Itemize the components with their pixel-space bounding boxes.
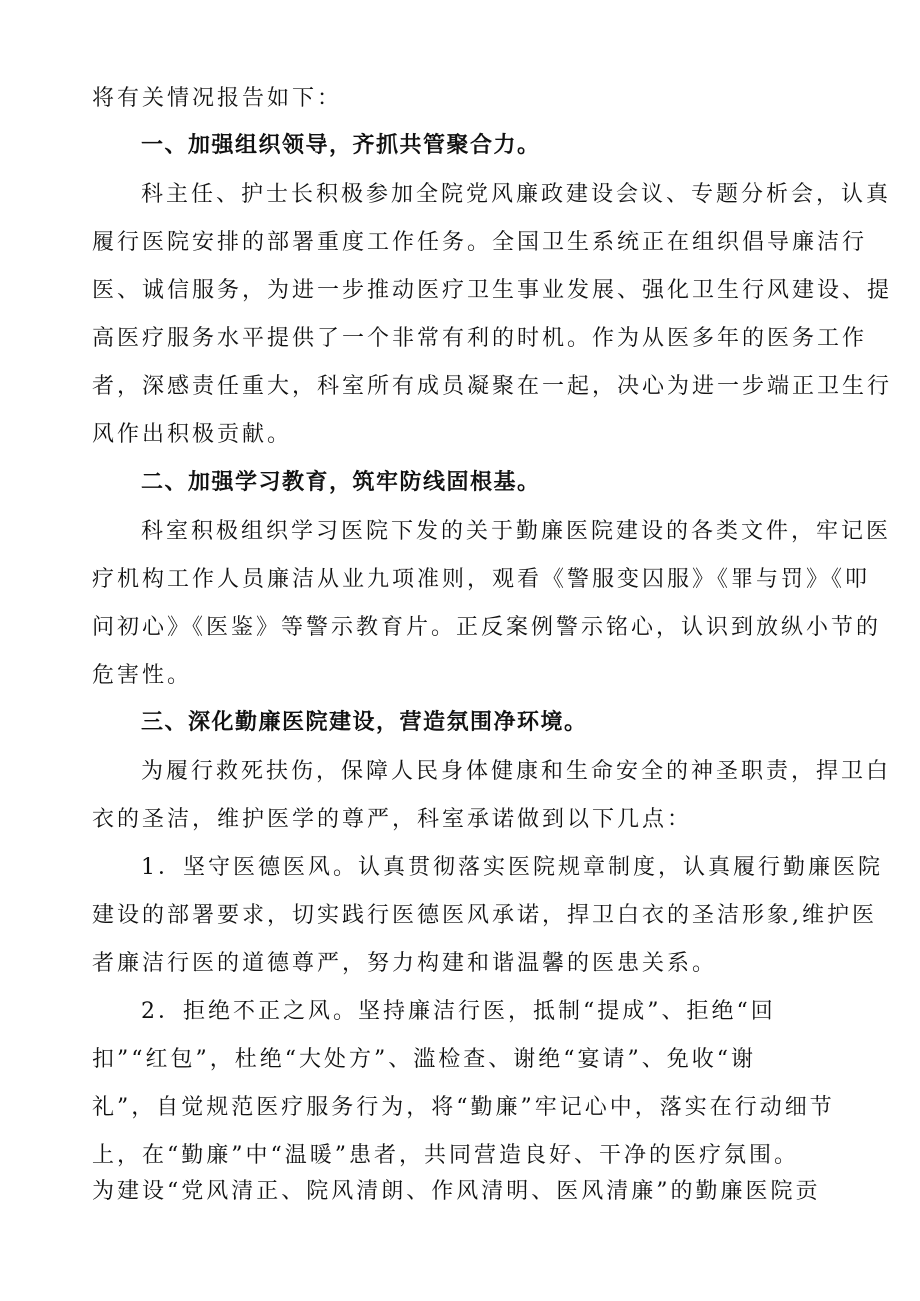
section-heading-1: 一、加强组织领导，齐抓共管聚合力。	[141, 133, 541, 158]
paragraph-line: 高医疗服务水平提供了一个非常有利的时机。作为从医多年的医务工作	[92, 326, 868, 351]
list-item-2-line: 2．拒绝不正之风。坚持廉洁行医，抵制“提成”、拒绝“回	[141, 999, 776, 1024]
paragraph-line: 风作出积极贡献。	[92, 422, 293, 447]
list-item-2-line: 扣”“红包”，杜绝“大处方”、滥检查、谢绝“宴请”、免收“谢	[92, 1047, 756, 1072]
list-item-1-line: 建设的部署要求，切实践行医德医风承诺，捍卫白衣的圣洁形象,维护医	[92, 903, 877, 928]
paragraph-line: 科主任、护士长积极参加全院党风廉政建设会议、专题分析会，认真	[141, 182, 892, 207]
paragraph-line: 为建设“党风清正、院风清朗、作风清明、医风清廉”的勤廉医院贡	[92, 1179, 821, 1204]
paragraph-line: 履行医院安排的部署重度工作任务。全国卫生系统正在组织倡导廉洁行	[92, 230, 868, 255]
paragraph-line: 科室积极组织学习医院下发的关于勤廉医院建设的各类文件，牢记医	[141, 519, 892, 544]
paragraph-line: 医、诚信服务，为进一步推动医疗卫生事业发展、强化卫生行风建设、提	[92, 278, 893, 303]
paragraph-line: 危害性。	[92, 663, 193, 688]
section-heading-3: 三、深化勤廉医院建设，营造氛围净环境。	[141, 710, 588, 735]
intro-line: 将有关情况报告如下：	[92, 86, 343, 111]
list-item-1-line: 1．坚守医德医风。认真贯彻落实医院规章制度，认真履行勤廉医院	[141, 855, 883, 880]
section-heading-2: 二、加强学习教育，筑牢防线固根基。	[141, 470, 541, 495]
paragraph-line: 衣的圣洁，维护医学的尊严，科室承诺做到以下几点：	[92, 807, 693, 832]
list-item-2-line: 上，在“勤廉”中“温暖”患者，共同营造良好、干净的医疗氛围。	[92, 1143, 799, 1168]
list-item-1-line: 者廉洁行医的道德尊严，努力构建和谐温馨的医患关系。	[92, 951, 718, 976]
paragraph-line: 问初心》《医鉴》等警示教育片。正反案例警示铭心，认识到放纵小节的	[92, 615, 882, 640]
paragraph-line: 疗机构工作人员廉洁从业九项准则，观看《警服变囚服》《罪与罚》《叩	[92, 567, 871, 592]
paragraph-line: 者，深感责任重大，科室所有成员凝聚在一起，决心为进一步端正卫生行	[92, 374, 893, 399]
list-item-2-line: 礼”，自觉规范医疗服务行为，将“勤廉”牢记心中，落实在行动细节	[92, 1095, 835, 1120]
paragraph-line: 为履行救死扶伤，保障人民身体健康和生命安全的神圣职责，捍卫白	[141, 759, 892, 784]
